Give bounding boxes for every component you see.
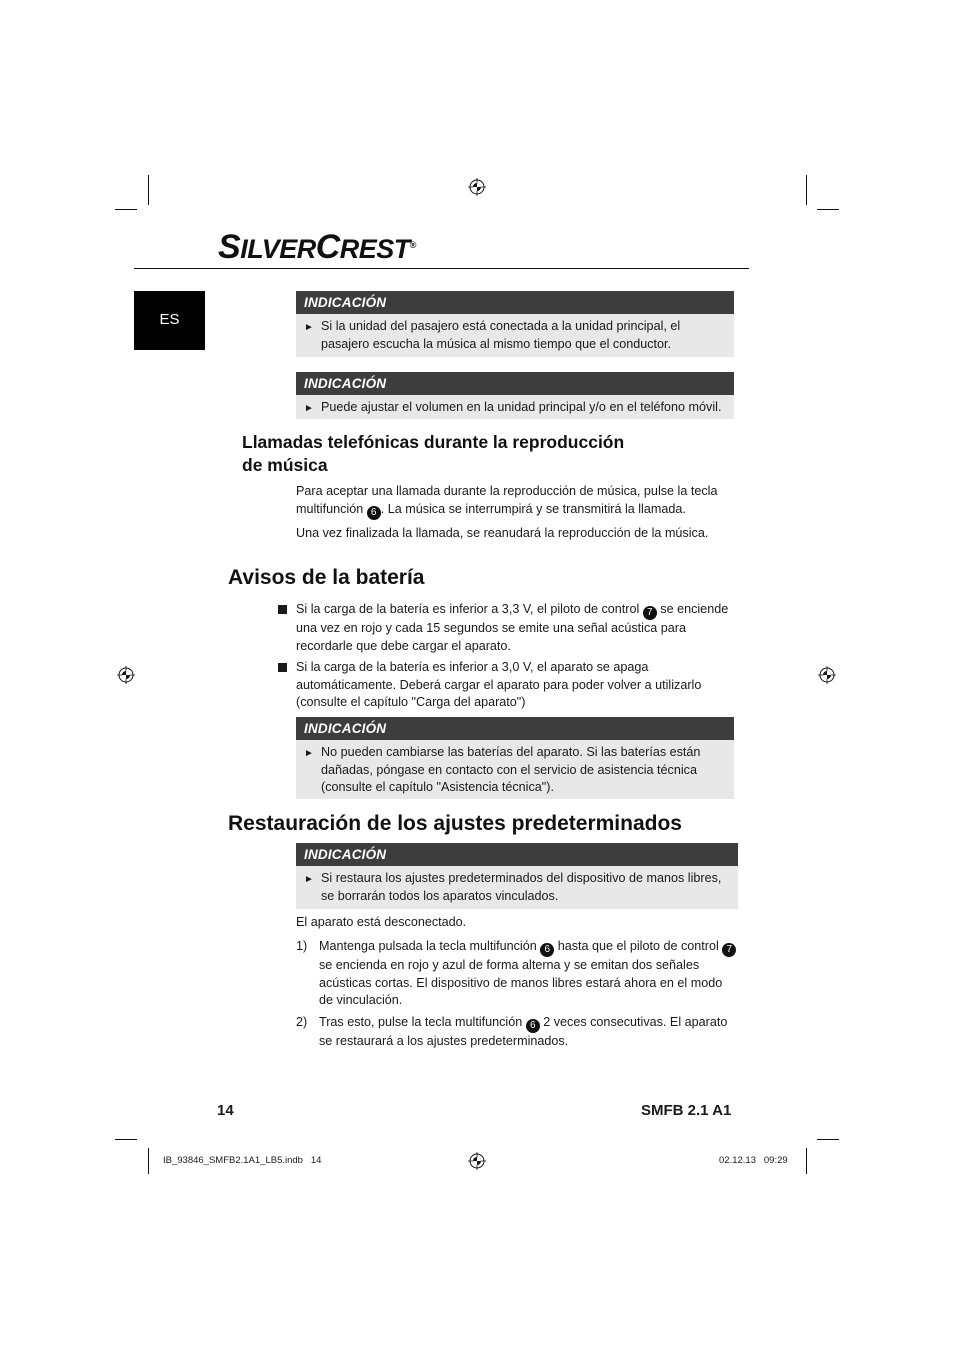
step-item: 1) Mantenga pulsada la tecla multifunción 6 hasta que el piloto de control 7 se encienda en rojo y azul de forma alterna y se emitan dos señales acústicas cortas. El dispositivo de manos libres estará ahora en el modo de vinculación. (296, 938, 738, 1010)
brand-logo: SILVERCREST® (218, 228, 416, 266)
list-item: Si la carga de la batería es inferior a 3,0 V, el aparato se apaga automáticamente. Deberá cargar el aparato para poder volver a utilizarlo (consulte el capítulo "Carga del aparato") (278, 659, 738, 712)
language-tab: ES (134, 291, 205, 350)
crop-mark (115, 209, 137, 210)
registration-mark-icon (468, 1152, 486, 1170)
note-heading: INDICACIÓN (296, 717, 734, 740)
bullet-square-icon (278, 663, 287, 672)
key-number-badge: 6 (526, 1019, 540, 1033)
paragraph: Para aceptar una llamada durante la reproducción de música, pulse la tecla multifunción 6 . La música se interrumpirá y se transmitirá la llamada. (296, 484, 718, 518)
section-heading-reset: Restauración de los ajustes predeterminados (228, 812, 682, 835)
note-text: Si restaura los ajustes predeterminados del dispositivo de manos libres, se borrarán todos los aparatos vinculados. (321, 871, 722, 903)
arrow-right-icon: ► (304, 874, 314, 885)
paragraph: El aparato está desconectado. (296, 915, 467, 929)
registration-mark-icon (468, 178, 486, 196)
crop-mark (115, 1139, 137, 1140)
crop-mark (148, 175, 149, 205)
header-rule (134, 268, 749, 269)
note-box (296, 717, 734, 799)
note-box (296, 372, 734, 419)
note-heading: INDICACIÓN (296, 843, 738, 866)
list-item: Si la carga de la batería es inferior a 3,3 V, el piloto de control 7 se enciende una vez en rojo y cada 15 segundos se emite una señal acústica para recordarle que debe cargar el aparato. (278, 601, 738, 655)
section-heading-calls: Llamadas telefónicas durante la reproducción de música (242, 432, 625, 475)
model-name: SMFB 2.1 A1 (641, 1102, 732, 1119)
note-heading: INDICACIÓN (296, 291, 734, 314)
note-text: No pueden cambiarse las baterías del aparato. Si las baterías están dañadas, póngase en contacto con el servicio de asistencia técnica (consulte el capítulo "Asistencia técnica"). (321, 745, 701, 794)
arrow-right-icon: ► (304, 403, 314, 414)
arrow-right-icon: ► (304, 322, 314, 333)
section-heading-battery: Avisos de la batería (228, 566, 425, 589)
registration-mark-icon (818, 666, 836, 684)
page-number: 14 (217, 1102, 234, 1119)
print-slug-file: IB_93846_SMFB2.1A1_LB5.indb 14 (163, 1155, 322, 1166)
arrow-right-icon: ► (304, 748, 314, 759)
note-text: Si la unidad del pasajero está conectada a la unidad principal, el pasajero escucha la música al mismo tiempo que el conductor. (321, 319, 681, 351)
crop-mark (806, 175, 807, 205)
crop-mark (806, 1148, 807, 1174)
registration-mark-icon (117, 666, 135, 684)
note-box (296, 843, 738, 909)
key-number-badge: 7 (722, 943, 736, 957)
bullet-square-icon (278, 605, 287, 614)
crop-mark (817, 209, 839, 210)
note-text: Puede ajustar el volumen en la unidad principal y/o en el teléfono móvil. (321, 400, 722, 414)
note-heading: INDICACIÓN (296, 372, 734, 395)
print-slug-date: 02.12.13 09:29 (719, 1155, 788, 1166)
crop-mark (817, 1139, 839, 1140)
step-item: 2) Tras esto, pulse la tecla multifunción 6 2 veces consecutivas. El aparato se restaurará a los ajustes predeterminados. (296, 1015, 728, 1048)
key-number-badge: 7 (643, 606, 657, 620)
paragraph: Una vez finalizada la llamada, se reanudará la reproducción de la música. (296, 526, 709, 540)
key-number-badge: 6 (540, 943, 554, 957)
crop-mark (148, 1148, 149, 1174)
key-number-badge: 6 (367, 506, 381, 520)
note-box (296, 291, 734, 357)
